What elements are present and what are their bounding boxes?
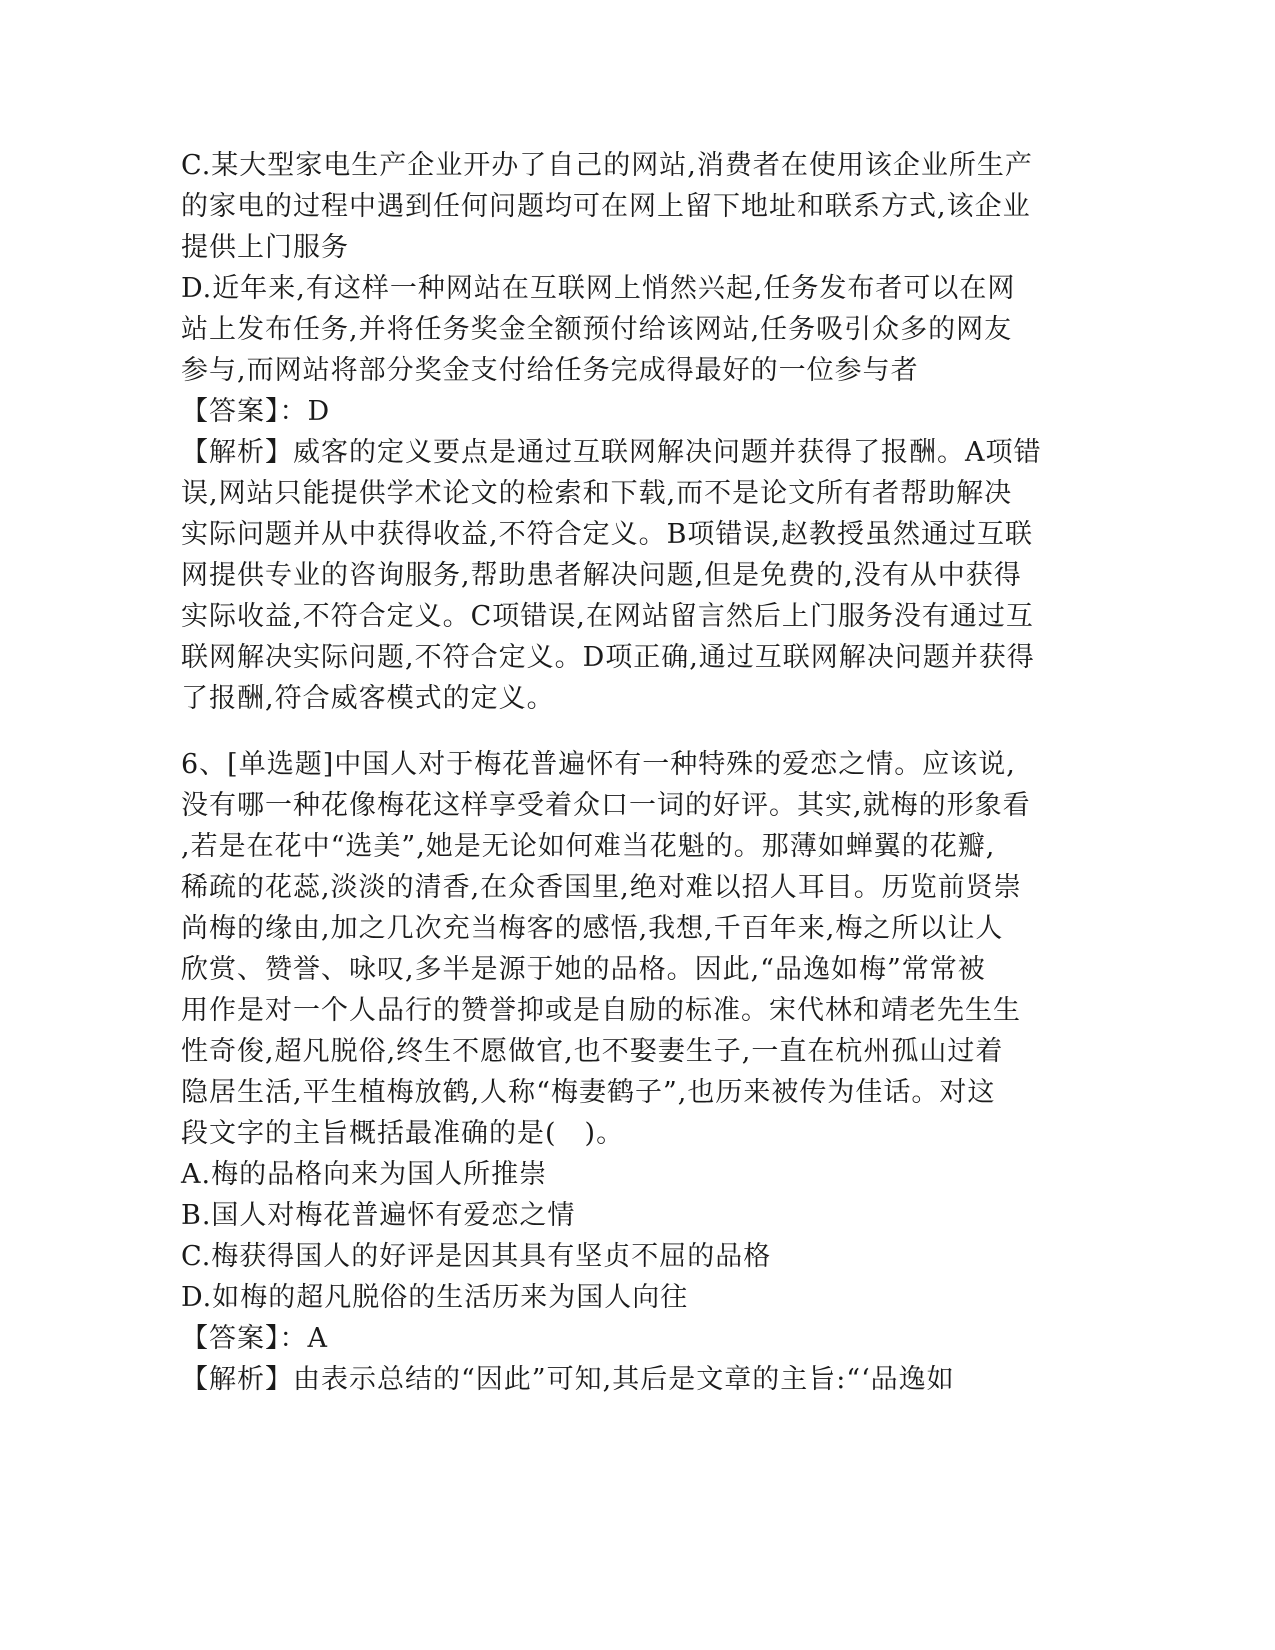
q5-analysis-line-4: 网提供专业的咨询服务,帮助患者解决问题,但是免费的,没有从中获得 (181, 560, 1022, 591)
q5-option-c-line-2: 的家电的过程中遇到任何问题均可在网上留下地址和联系方式,该企业 (181, 191, 1031, 222)
q6-stem-line-2: 没有哪一种花像梅花这样享受着众口一词的好评。其实,就梅的形象看 (181, 790, 1031, 821)
q5-analysis-line-2: 误,网站只能提供学术论文的检索和下载,而不是论文所有者帮助解决 (181, 478, 1013, 509)
q5-analysis-line-6: 联网解决实际问题,不符合定义。D项正确,通过互联网解决问题并获得 (181, 642, 1035, 673)
q6-stem-line-6: 欣赏、赞誉、咏叹,多半是源于她的品格。因此,“品逸如梅”常常被 (181, 954, 986, 985)
q6-option-d: D.如梅的超凡脱俗的生活历来为国人向往 (181, 1282, 689, 1313)
q6-stem-line-5: 尚梅的缘由,加之几次充当梅客的感悟,我想,千百年来,梅之所以让人 (181, 913, 1004, 944)
q6-option-b: B.国人对梅花普遍怀有爱恋之情 (181, 1200, 576, 1231)
q6-stem-line-1: 6、[单选题]中国人对于梅花普遍怀有一种特殊的爱恋之情。应该说, (181, 749, 1016, 780)
q6-stem-line-8: 性奇俊,超凡脱俗,终生不愿做官,也不娶妻生子,一直在杭州孤山过着 (181, 1036, 1004, 1067)
q5-option-d-line-1: D.近年来,有这样一种网站在互联网上悄然兴起,任务发布者可以在网 (181, 273, 1016, 304)
q5-option-d-line-3: 参与,而网站将部分奖金支付给任务完成得最好的一位参与者 (181, 355, 919, 386)
q6-stem-line-3: ,若是在花中“选美”,她是无论如何难当花魁的。那薄如蝉翼的花瓣, (181, 831, 996, 862)
q6-stem-line-4: 稀疏的花蕊,淡淡的清香,在众香国里,绝对难以招人耳目。历览前贤崇 (181, 872, 1022, 903)
q5-analysis-line-1: 【解析】威客的定义要点是通过互联网解决问题并获得了报酬。A项错 (181, 437, 1042, 468)
q5-analysis-line-7: 了报酬,符合威客模式的定义。 (181, 683, 555, 714)
q5-analysis-line-3: 实际问题并从中获得收益,不符合定义。B项错误,赵教授虽然通过互联 (181, 519, 1034, 550)
q6-option-a: A.梅的品格向来为国人所推崇 (181, 1159, 548, 1190)
q5-analysis-line-5: 实际收益,不符合定义。C项错误,在网站留言然后上门服务没有通过互 (181, 601, 1034, 632)
q5-answer: 【答案】：D (181, 396, 331, 427)
q6-answer: 【答案】：A (181, 1323, 328, 1354)
q6-option-c: C.梅获得国人的好评是因其具有坚贞不屈的品格 (181, 1241, 772, 1272)
q6-stem-line-9: 隐居生活,平生植梅放鹤,人称“梅妻鹤子”,也历来被传为佳话。对这 (181, 1077, 996, 1108)
q6-analysis-line-1: 【解析】由表示总结的“因此”可知,其后是文章的主旨:“‘品逸如 (181, 1364, 955, 1395)
q6-stem-line-7: 用作是对一个人品行的赞誉抑或是自励的标准。宋代林和靖老先生生 (181, 995, 1021, 1026)
q5-option-c-line-3: 提供上门服务 (181, 232, 349, 263)
q6-stem-line-10: 段文字的主旨概括最准确的是( )。 (181, 1118, 625, 1149)
q5-option-c-line-1: C.某大型家电生产企业开办了自己的网站,消费者在使用该企业所生产 (181, 150, 1033, 181)
q5-option-d-line-2: 站上发布任务,并将任务奖金全额预付给该网站,任务吸引众多的网友 (181, 314, 1013, 345)
